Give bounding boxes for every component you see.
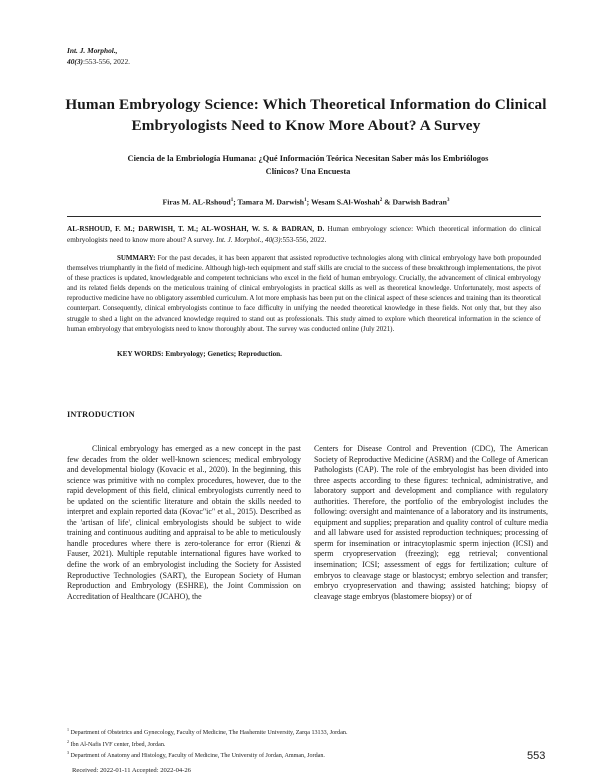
abstract-label: SUMMARY:	[117, 254, 156, 262]
footnote-text: Ibn Al-Nafis IVF center, Irbed, Jordan.	[70, 741, 166, 748]
footnote	[67, 749, 541, 761]
footnote	[67, 738, 541, 750]
citation-text: Human embryology science: Which theoretical information do clinical embryologists need to know more about? A survey.	[67, 225, 542, 244]
pages-year: :553-556, 2022.	[83, 56, 131, 66]
intro-left-column: Clinical embryology has emerged as a new concept in the past few decades from the older well-known sciences; medical embryology and developmental biology (Kovacic et al., 2020). In the beginning, this science was primitive with no complex procedures, however, due to the rapid development of this field, clinical embryologists currently need to be updated on the scientific literature and obtain the skills needed to interpret and explain reported data (Kovac"ic" et al., 2015). Described as the 'artisan of life', clinical embryologists should be subject to wide training and continuous auditing and appraisal to be able to meticulously handle procedures where there is zero-tolerance for error (Rienzi & Fauser, 2021). Multiple reputable international figures have worked to define the work of an embryologist including the Society for Assisted Reproductive Technologies (SART), the European Society of Human Reproduction and Embryology (ESHRE), the Joint Commission on Accreditation of Healthcare (JCAHO), the	[67, 444, 301, 601]
author-separator: ;	[233, 197, 238, 207]
author-name: Wesam S.Al-Woshah	[310, 197, 380, 207]
author-name: Tamara M. Darwish	[237, 197, 305, 207]
author-name: Firas M. AL-Rshoud	[162, 197, 231, 207]
journal-volume	[67, 57, 130, 68]
intro-right-column: Centers for Disease Control and Prevention (CDC), The American Society of Reproductive Medicine (ASRM) and the College of American Pathologists (CAP). The role of the embryologist has been divided into three aspects according to these figures: technical, administrative, and laboratory support and development and compliance with regulatory authorities. Therefore, the portfolio of the embryologist includes the following: oversight and maintenance of a laboratory and its instruments, equipment and supplies; preparation and quality control of culture media and all labware used for assisted reproduction techniques; processing of sperm for insemination or intracytoplasmic sperm injection (ICSI) and sperm cryopreservation (freezing); egg retrieval; conventional insemination; ICSI; assessment of eggs for fertilization; culture of embryos to cleavage stage or blastocyst; embryo selection and transfer; embryo cryopreservation and thawing; assisted hatching; biopsy of cleavage stage embryos (blastomere biopsy) or of	[314, 444, 548, 601]
author-affiliation: 1	[304, 198, 307, 203]
author-affiliation: 1	[230, 198, 234, 203]
page-number: 553	[527, 750, 546, 762]
author-name: Darwish Badran	[392, 197, 447, 207]
author-affiliation: 2	[379, 198, 383, 203]
author-separator: &	[382, 197, 393, 207]
citation-journal: Int. J. Morphol., 40(3)	[216, 235, 281, 244]
author-affiliation: 3	[446, 198, 450, 203]
journal-name: Int. J. Morphol.,	[67, 46, 118, 55]
journal-reference	[67, 46, 130, 67]
footnote-number: 2	[67, 738, 69, 744]
section-heading: INTRODUCTION	[67, 410, 135, 419]
paper-subtitle: Ciencia de la Embriología Humana: ¿Qué Información Teórica Necesitan Saber más los Embriólogos Clínicos? Una Encuesta	[127, 154, 489, 176]
footnote-text: Department of Anatomy and Histology, Faculty of Medicine, The University of Jordan, Amman, Jordan.	[70, 753, 325, 760]
volume-issue: 40(3)	[67, 56, 84, 66]
header-divider	[67, 216, 541, 217]
author-list	[64, 195, 548, 208]
abstract-text: For the past decades, it has been apparent that assisted reproductive technologies along with clinical embryology have both propounded themselves triumphantly in the field of medicine. Although high-tech equipment and staff skills are crucial to the success of these breakthrough implementations, the pivot of these practices is updated, knowledgeable and competent technicians who excel in the field of human embryology. Crucially, the advancement of clinical embryology and its related fields depends on the meticulous training of clinical embryologists in practical skills as well as theoretical knowledge. Unfortunately, most aspects of reproductive medicine have no obligatory assembled curriculum. A lot more emphasis has been put on the clinical aspect of these sciences and training than its theoretical counterpart. Consequently, clinical embryologists continue to face difficulty in unifying the needed theoretical knowledge in these fields. Not only that, but they also struggle to shed a light on the advanced knowledge required to stand out as professionals. This study aimed to explore which theoretical information in the science of human embryology that embryologists need to know thoroughly about. The survey was conducted online (July 2021).	[67, 254, 542, 333]
footnote-number: 3	[67, 750, 69, 756]
footnote-text: Department of Obstetrics and Gynecology, Faculty of Medicine, The Hashemite University, Zarqa 13133, Jordan.	[70, 730, 348, 737]
footnotes	[67, 726, 541, 761]
abstract	[67, 253, 541, 334]
author-separator: ;	[306, 197, 311, 207]
received-accepted-dates: Received: 2022-01-11 Accepted: 2022-04-26	[72, 767, 191, 774]
paper-title: Human Embryology Science: Which Theoretical Information do Clinical Embryologists Need to Know More About? A Survey	[65, 96, 547, 134]
footnote	[67, 726, 541, 738]
citation-block	[67, 224, 541, 245]
keywords: KEY WORDS: Embryology; Genetics; Reproduction.	[117, 350, 282, 358]
citation-pages: :553-556, 2022.	[280, 235, 327, 244]
citation-authors: AL-RSHOUD, F. M.; DARWISH, T. M.; AL-WOSHAH, W. S. & BADRAN, D.	[67, 225, 325, 233]
footnote-number: 1	[67, 727, 69, 732]
